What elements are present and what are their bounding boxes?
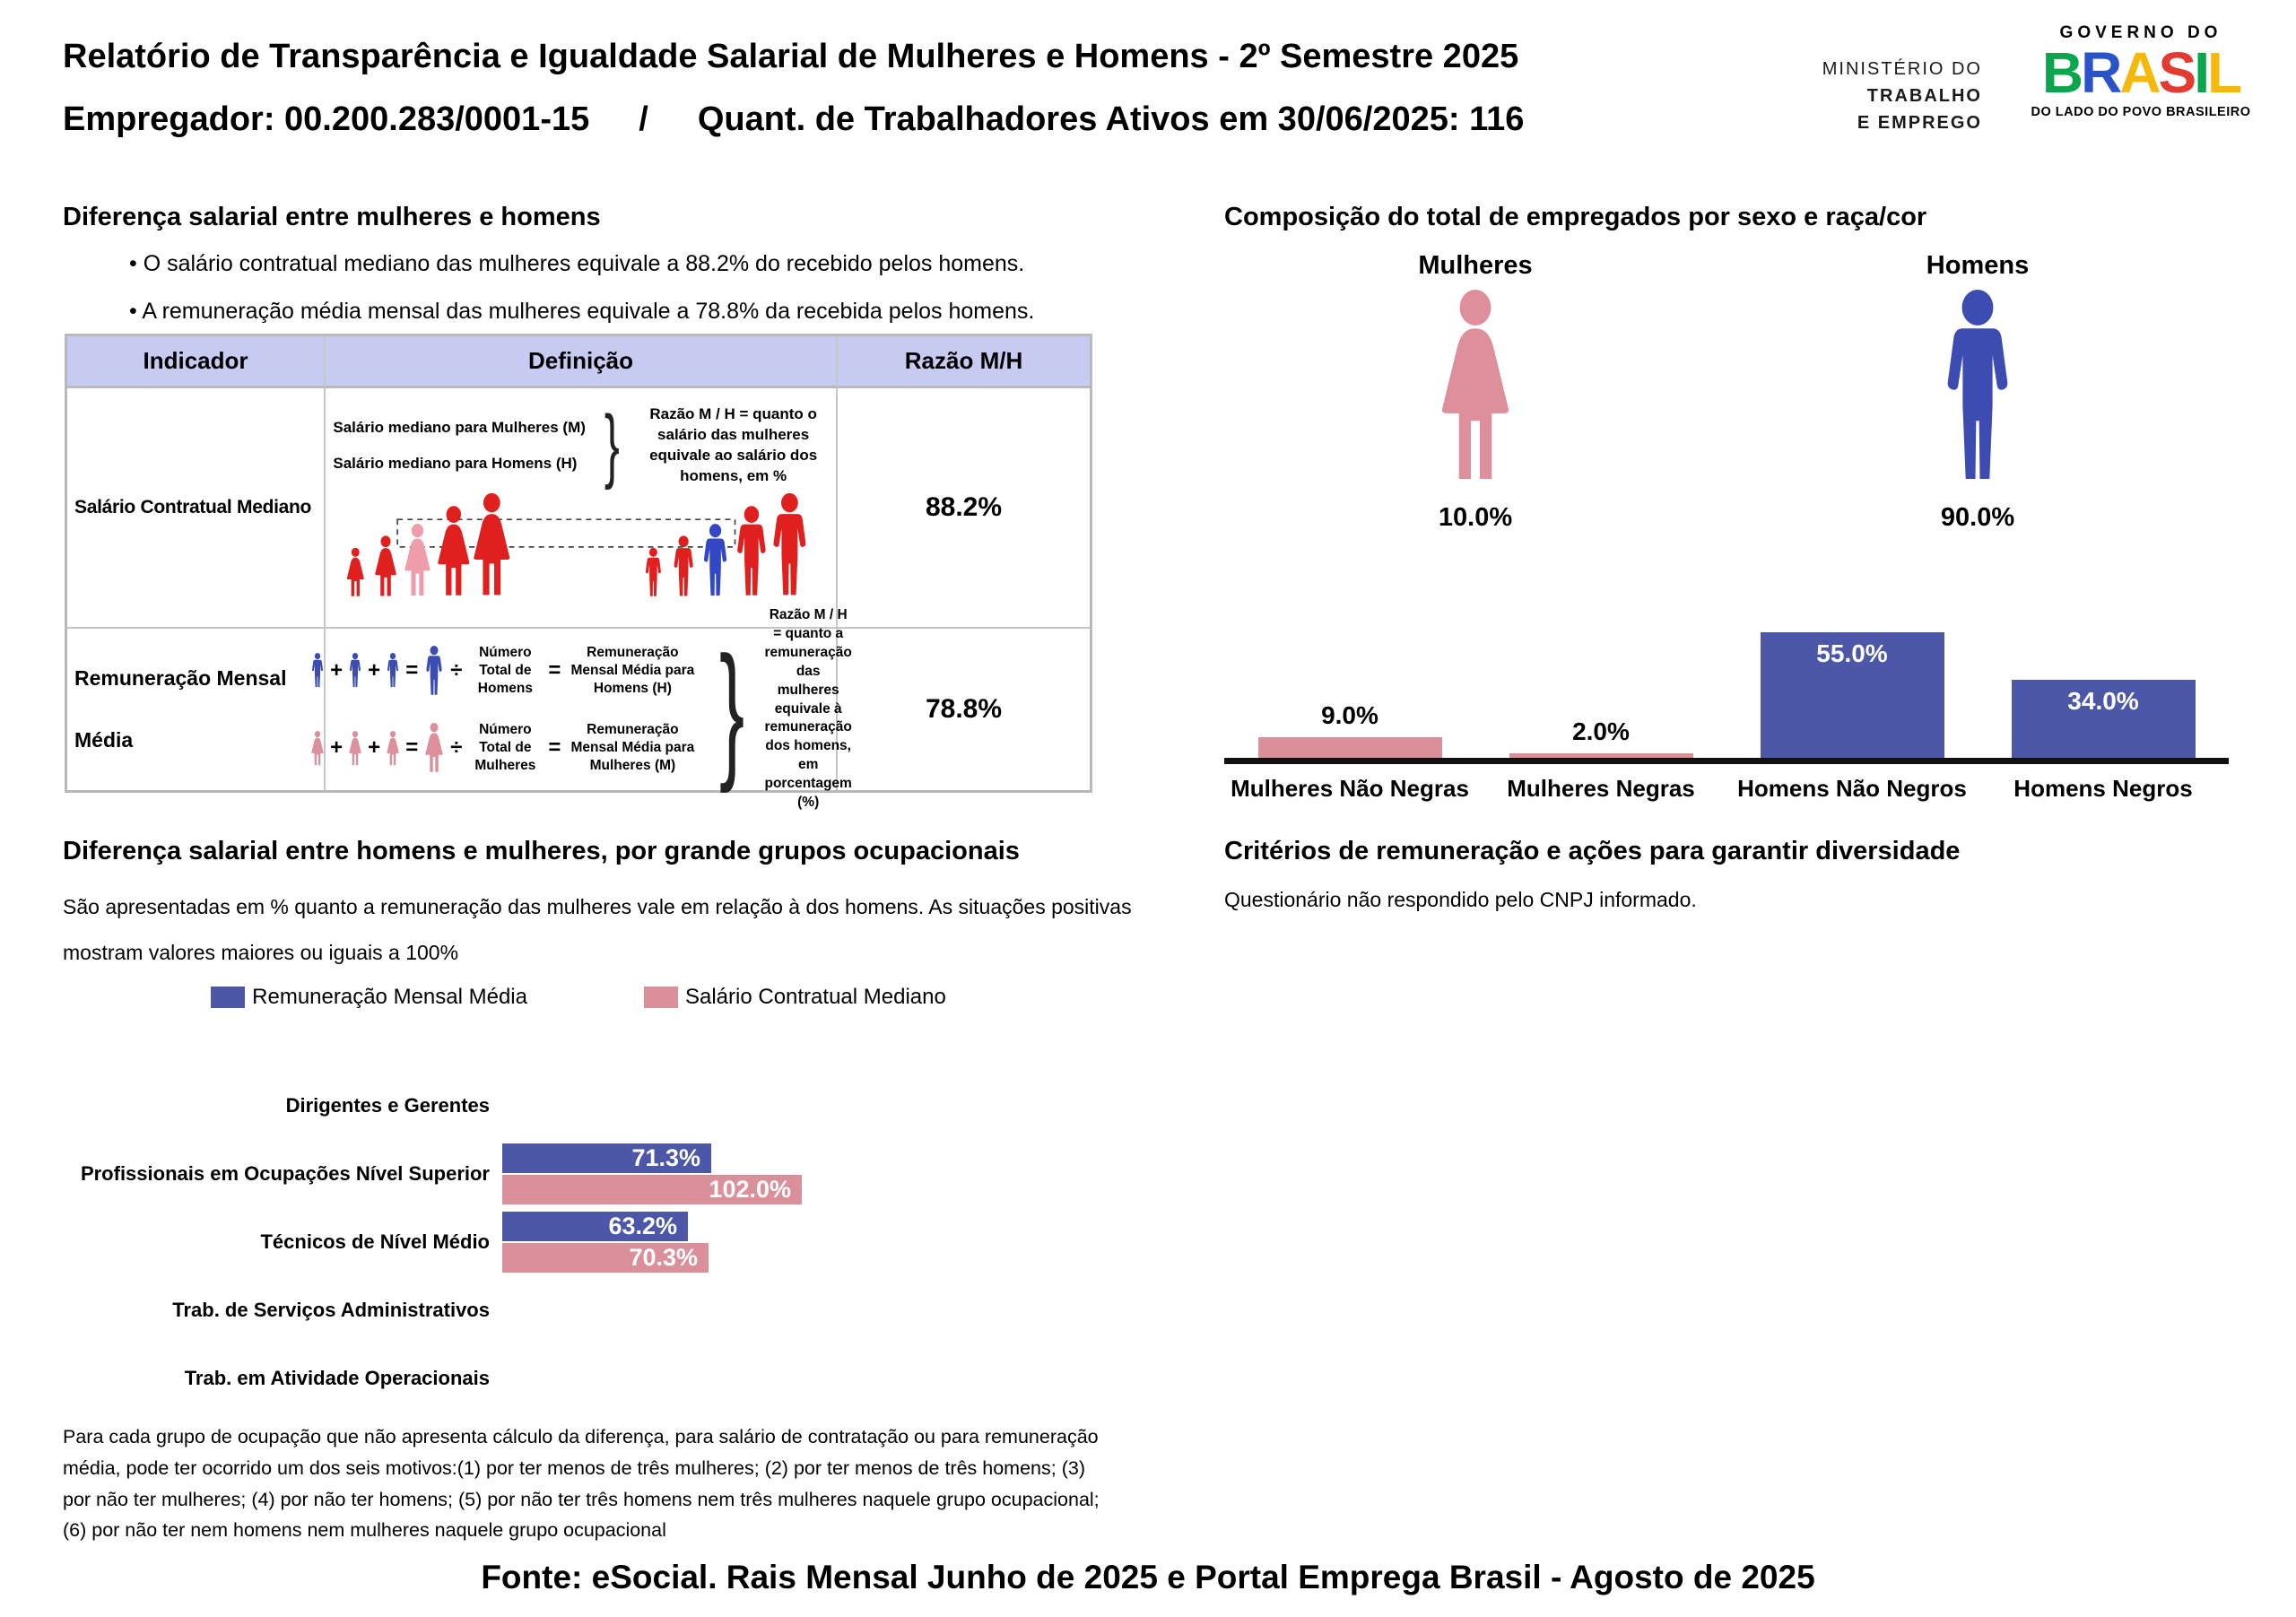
man-icon <box>385 653 401 688</box>
bar: 70.3% <box>502 1243 709 1273</box>
composition-bar-column <box>1475 717 1726 758</box>
women-label: Mulheres <box>1418 251 1533 280</box>
bullet-median: • O salário contratual mediano das mulheres equivale a 88.2% do recebido pelos homens. <box>129 251 1034 277</box>
men-share: 90.0% <box>1940 503 2015 532</box>
woman-icon <box>1431 290 1520 483</box>
occupational-description <box>63 884 1132 975</box>
plus-operator: + <box>330 657 344 682</box>
men-result-label: Remuneração Mensal Média para Homens (H) <box>570 644 695 696</box>
men-divisor-label: Número Total de Homens <box>477 644 533 696</box>
chart-row <box>63 1344 1094 1413</box>
occupational-bar-chart <box>63 1072 1094 1413</box>
footnote: Para cada grupo de ocupação que não apresenta cálculo da diferença, para salário de contratação ou para remuneração média, pode ter ocorrido um dos seis motivos:(1) por ter menos de três mulheres; (2) por ter menos de três homens; (3) por não ter mulheres; (4) por não ter homens; (5) por não ter três homens nem três mulheres naquele grupo ocupacional; (6) por não ter nem homens nem mulheres naquele grupo ocupacional <box>63 1426 1100 1542</box>
indicator-table <box>65 334 1092 811</box>
x-axis <box>1224 758 2229 764</box>
composition-bar <box>1258 737 1442 758</box>
median-ratio-note: Razão M / H = quanto o salário das mulheres equivale ao salário dos homens, em % <box>649 405 818 484</box>
man-icon <box>309 653 326 688</box>
women-formula <box>309 721 700 775</box>
separator: / <box>639 100 648 138</box>
composition-bar-column <box>1978 680 2229 758</box>
bar: 63.2% <box>502 1212 688 1241</box>
bullet-mean: • A remuneração média mensal das mulheres equivale a 78.8% da recebida pelos homens. <box>129 299 1034 325</box>
woman-icon <box>309 731 326 766</box>
brasil-wordmark-icon <box>2016 40 2266 105</box>
mean-ratio-note: Razão M / H = quanto a remuneração das mulheres equivale à remuneração dos homens, em porcentagem (%) <box>764 606 852 811</box>
bar: 71.3% <box>502 1143 711 1173</box>
divide-operator: ÷ <box>450 735 463 761</box>
median-men-line: Salário mediano para Homens (H) <box>333 454 578 472</box>
category-label: Mulheres Negras <box>1507 775 1695 802</box>
equals-operator: = <box>405 735 419 761</box>
men-label: Homens <box>1926 251 2030 280</box>
median-women-line: Salário mediano para Mulheres (M) <box>333 418 586 436</box>
legend-swatch <box>211 987 245 1008</box>
criteria-title: Critérios de remuneração e ações para garantir diversidade <box>1224 837 1961 865</box>
category-label: Profissionais em Ocupações Nível Superior <box>80 1161 490 1185</box>
men-formula <box>309 644 700 698</box>
chart-row <box>63 1140 1094 1208</box>
legend-item <box>644 985 946 1010</box>
brasil-letter: S <box>2158 40 2195 105</box>
women-divisor-label: Número Total de Mulheres <box>474 722 536 774</box>
ministry-line3: E EMPREGO <box>1857 113 1982 133</box>
category-label: Mulheres Não Negras <box>1231 775 1469 802</box>
occupational-title: Diferença salarial entre homens e mulheres, por grande grupos ocupacionais <box>63 837 1020 865</box>
woman-icon <box>422 723 446 773</box>
category-label: Dirigentes e Gerentes <box>285 1093 490 1117</box>
row-median-indicator: Salário Contratual Mediano <box>67 388 326 629</box>
composition-bar <box>1509 753 1693 758</box>
category-label: Homens Negros <box>2013 775 2193 802</box>
salary-gap-bullets <box>129 251 1034 346</box>
chart-row <box>63 1072 1094 1140</box>
employer-id: Empregador: 00.200.283/0001-15 <box>63 100 590 138</box>
salary-gap-title: Diferença salarial entre mulheres e homens <box>63 203 601 231</box>
women-pictogram <box>1224 251 1726 533</box>
woman-icon <box>385 731 401 766</box>
legend-item <box>211 985 527 1010</box>
bar-value-label: 55.0% <box>1816 639 1888 667</box>
ministry-line2: TRABALHO <box>1866 86 1982 106</box>
criteria-text: Questionário não respondido pelo CNPJ informado. <box>1224 888 1697 911</box>
row-mean-indicator: Remuneração Mensal Média <box>67 629 326 790</box>
gov-logo-tagline: DO LADO DO POVO BRASILEIRO <box>2031 105 2251 120</box>
composition-bar-column <box>1726 632 1978 758</box>
bar-value-label: 2.0% <box>1572 717 1630 745</box>
active-workers: Quant. de Trabalhadores Ativos em 30/06/2025: 116 <box>697 100 1525 138</box>
divide-operator: ÷ <box>450 657 463 682</box>
equals-operator: = <box>405 657 419 682</box>
plus-operator: + <box>330 735 344 761</box>
description-line1: São apresentadas em % quanto a remuneração das mulheres vale em relação à dos homens. As situações positivas <box>63 895 1132 918</box>
category-label: Homens Não Negros <box>1737 775 1967 802</box>
women-result-label: Remuneração Mensal Média para Mulheres (M) <box>570 722 695 774</box>
brasil-letter: L <box>2207 40 2240 105</box>
gov-brasil-logo <box>2016 23 2266 119</box>
category-label: Trab. em Atividade Operacionais <box>184 1366 490 1389</box>
brace-icon <box>604 408 620 482</box>
gov-logo-top: GOVERNO DO <box>2059 23 2222 42</box>
brasil-letter: B <box>2041 40 2082 105</box>
brasil-letter: R <box>2081 40 2120 105</box>
col-header-indicador: Indicador <box>67 336 326 388</box>
category-label: Técnicos de Nível Médio <box>260 1230 490 1253</box>
bar-group <box>502 1212 1094 1273</box>
footer-source: Fonte: eSocial. Rais Mensal Junho de 2025 e Portal Emprega Brasil - Agosto de 2025 <box>481 1559 1815 1595</box>
brasil-letter: I <box>2194 40 2208 105</box>
median-ratio-value: 88.2% <box>838 388 1090 629</box>
plus-operator: + <box>368 657 381 682</box>
mean-ratio-value: 78.8% <box>925 694 1003 724</box>
composition-bar <box>1761 632 1944 758</box>
legend-label: Remuneração Mensal Média <box>252 985 527 1009</box>
category-label: Trab. de Serviços Administrativos <box>172 1298 490 1321</box>
bar: 102.0% <box>502 1175 802 1204</box>
composition-title: Composição do total de empregados por sexo e raça/cor <box>1224 203 1927 231</box>
col-header-razao: Razão M/H <box>838 336 1090 388</box>
median-salary-illustration <box>336 489 825 604</box>
bar-value-label: 34.0% <box>2067 687 2139 715</box>
man-icon <box>347 653 363 688</box>
bar-value-label: 9.0% <box>1321 701 1378 729</box>
col-header-definicao: Definição <box>326 336 838 388</box>
ministry-line1: MINISTÉRIO DO <box>1822 59 1982 79</box>
description-line2: mostram valores maiores ou iguais a 100% <box>63 940 459 964</box>
brasil-letter: A <box>2119 40 2159 105</box>
men-pictogram <box>1726 251 2229 533</box>
brace-icon <box>719 646 744 774</box>
equals-operator: = <box>548 735 561 761</box>
man-icon <box>422 646 446 696</box>
page-title: Relatório de Transparência e Igualdade Salarial de Mulheres e Homens - 2º Semestre 2025 <box>63 38 1519 75</box>
page-subtitle <box>63 100 1524 139</box>
median-lines <box>333 419 586 473</box>
woman-icon <box>347 731 363 766</box>
women-share: 10.0% <box>1438 503 1513 532</box>
legend-label: Salário Contratual Mediano <box>684 985 946 1009</box>
row-mean-definition <box>326 606 852 811</box>
race-sex-bar-chart <box>1224 623 2229 803</box>
chart-row <box>63 1276 1094 1344</box>
composition-bar-column <box>1224 701 1475 758</box>
bar-group <box>502 1143 1094 1204</box>
chart-row <box>63 1208 1094 1276</box>
row-median-definition <box>326 388 838 629</box>
chart-legend <box>63 985 1094 1010</box>
ministry-logo <box>1731 56 1982 136</box>
equals-operator: = <box>548 657 561 682</box>
plus-operator: + <box>368 735 381 761</box>
composition-bar <box>2012 680 2196 758</box>
man-icon <box>1933 290 2022 483</box>
sex-pictograms <box>1224 251 2229 533</box>
legend-swatch <box>644 987 678 1008</box>
